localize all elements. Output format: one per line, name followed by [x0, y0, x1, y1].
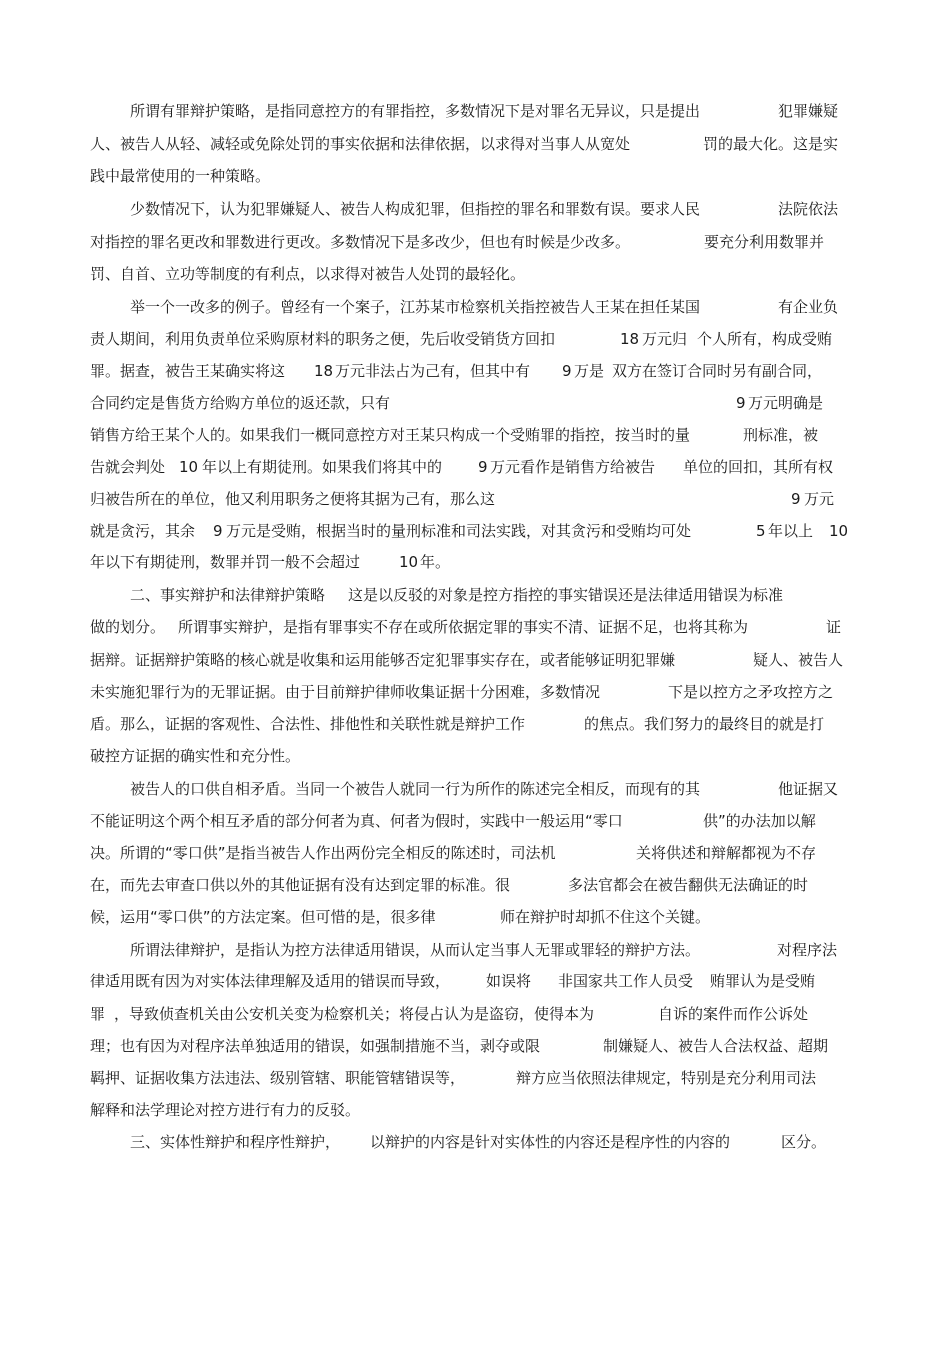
- text-span: 证: [826, 618, 842, 636]
- text-span: 他证据又: [778, 780, 839, 798]
- text-span: 年以上有期徒刑。如果我们将其中的: [202, 458, 443, 476]
- text-span: 以辩护的内容是针对实体性的内容还是程序性的内容的: [370, 1133, 731, 1151]
- text-span: 年以下有期徒刑，数罪并罚一般不会超过: [90, 553, 361, 571]
- text-span: 被告人的口供自相矛盾。当同一个被告人就同一行为所作的陈述完全相反，而现有的其: [130, 780, 701, 798]
- text-span: 法院依法: [778, 200, 839, 218]
- text-span: 10: [829, 522, 849, 540]
- text-span: 关将供述和辩解都视为不存: [636, 844, 817, 862]
- text-span: 个人所有，构成受贿: [697, 330, 833, 348]
- text-span: 据辩。证据辩护策略的核心就是收集和运用能够否定犯罪事实存在，或者能够证明犯罪嫌: [90, 651, 676, 669]
- text-span: 9: [478, 458, 488, 476]
- text-span: 疑人、被告人: [753, 651, 844, 669]
- text-span: 万元非法占为己有，但其中有: [335, 362, 531, 380]
- text-span: 10: [179, 458, 199, 476]
- text-span: 就是贪污，其余: [90, 522, 196, 540]
- text-span: 责人期间，利用负责单位采购原材料的职务之便，先后收受销货方回扣: [90, 330, 556, 348]
- text-span: 做的划分。: [90, 618, 166, 636]
- text-span: 所谓事实辩护，是指有罪事实不存在或所依据定罪的事实不清、证据不足，也将其称为: [178, 618, 749, 636]
- text-span: 单位的回扣，其所有权: [683, 458, 834, 476]
- text-span: 10: [399, 553, 419, 571]
- text-span: 的焦点。我们努力的最终目的就是打: [584, 715, 825, 733]
- text-span: 非国家共工作人员受: [558, 972, 694, 990]
- text-span: 万元: [804, 490, 835, 508]
- text-span: 双方在签订合同时另有副合同，: [612, 362, 823, 380]
- text-span: 告就会判处: [90, 458, 166, 476]
- text-span: 律适用既有因为对实体法律理解及适用的错误而导致，: [90, 972, 451, 990]
- text-span: 罚的最大化。这是实: [703, 135, 839, 153]
- text-span: 18: [620, 330, 640, 348]
- text-span: 年以上: [768, 522, 814, 540]
- text-span: 销售方给王某个人的。如果我们一概同意控方对王某只构成一个受贿罪的指控，按当时的量: [90, 426, 691, 444]
- text-span: 合同约定是售货方给购方单位的返还款，只有: [90, 394, 391, 412]
- text-span: 区分。: [781, 1133, 827, 1151]
- text-span: 对程序法: [777, 941, 838, 959]
- text-span: 在，而先去审查口供以外的其他证据有没有达到定罪的标准。很: [90, 876, 511, 894]
- text-span: 万元看作是销售方给被告: [490, 458, 656, 476]
- text-span: 自诉的案件而作公诉处: [658, 1005, 809, 1023]
- text-span: 万元是受贿，根据当时的量刑标准和司法实践，对其贪污和受贿均可处: [226, 522, 692, 540]
- text-span: 未实施犯罪行为的无罪证据。由于目前辩护律师收集证据十分困难，多数情况: [90, 683, 601, 701]
- text-span: 供”的办法加以解: [703, 812, 816, 830]
- text-span: 人、被告人从轻、减轻或免除处罚的事实依据和法律依据，以求得对当事人从宽处: [90, 135, 631, 153]
- text-span: 刑标准，被: [743, 426, 819, 444]
- text-span: 所谓有罪辩护策略，是指同意控方的有罪指控，多数情况下是对罪名无异议，只是提出: [130, 102, 701, 120]
- text-span: 万是: [574, 362, 605, 380]
- text-span: 9: [791, 490, 801, 508]
- text-span: 下是以控方之矛攻控方之: [668, 683, 834, 701]
- text-span: 理；也有因为对程序法单独适用的错误，如强制措施不当，剥夺或限: [90, 1037, 541, 1055]
- text-span: 年。: [420, 553, 451, 571]
- text-span: 羁押、证据收集方法违法、级别管辖、职能管辖错误等，: [90, 1069, 466, 1087]
- text-span: 9: [736, 394, 746, 412]
- section-heading: 三、实体性辩护和程序性辩护，: [130, 1133, 341, 1151]
- text-span: 9: [213, 522, 223, 540]
- text-span: 罚、自首、立功等制度的有利点，以求得对被告人处罚的最轻化。: [90, 265, 526, 283]
- text-span: 少数情况下，认为犯罪嫌疑人、被告人构成犯罪，但指控的罪名和罪数有误。要求人民: [130, 200, 701, 218]
- text-span: 决。所谓的“零口供”是指当被告人作出两份完全相反的陈述时，司法机: [90, 844, 556, 862]
- text-span: 践中最常使用的一种策略。: [90, 167, 271, 185]
- text-span: 万元归: [642, 330, 688, 348]
- text-span: 多法官都会在被告翻供无法确证的时: [568, 876, 809, 894]
- text-span: 贿罪认为是受贿: [710, 972, 816, 990]
- text-span: 18: [314, 362, 334, 380]
- text-span: 万元明确是: [748, 394, 824, 412]
- text-span: 候，运用“零口供”的方法定案。但可惜的是，很多律: [90, 908, 436, 926]
- text-span: ，导致侦查机关由公安机关变为检察机关；将侵占认为是盗窃，使得本为: [114, 1005, 595, 1023]
- text-span: 犯罪嫌疑: [778, 102, 839, 120]
- text-span: 举一个一改多的例子。曾经有一个案子，江苏某市检察机关指控被告人王某在担任某国: [130, 298, 701, 316]
- text-span: 师在辩护时却抓不住这个关键。: [500, 908, 711, 926]
- text-span: 罪: [90, 1005, 106, 1023]
- text-span: 这是以反驳的对象是控方指控的事实错误还是法律适用错误为标准: [348, 586, 784, 604]
- section-heading: 二、事实辩护和法律辩护策略: [130, 586, 326, 604]
- text-span: 5: [756, 522, 766, 540]
- text-span: 要充分利用数罪并: [704, 233, 825, 251]
- text-span: 归被告所在的单位，他又利用职务之便将其据为己有，那么这: [90, 490, 496, 508]
- text-span: 解释和法学理论对控方进行有力的反驳。: [90, 1101, 361, 1119]
- text-span: 盾。那么，证据的客观性、合法性、排他性和关联性就是辩护工作: [90, 715, 526, 733]
- text-span: 破控方证据的确实性和充分性。: [90, 747, 301, 765]
- text-span: 制嫌疑人、被告人合法权益、超期: [603, 1037, 829, 1055]
- text-span: 罪。据查，被告王某确实将这: [90, 362, 286, 380]
- text-span: 辩方应当依照法律规定，特别是充分利用司法: [516, 1069, 817, 1087]
- text-span: 有企业负: [778, 298, 839, 316]
- text-span: 对指控的罪名更改和罪数进行更改。多数情况下是多改少，但也有时候是少改多。: [90, 233, 631, 251]
- text-span: 9: [562, 362, 572, 380]
- text-span: 所谓法律辩护，是指认为控方法律适用错误，从而认定当事人无罪或罪轻的辩护方法。: [130, 941, 701, 959]
- text-span: 不能证明这个两个相互矛盾的部分何者为真、何者为假时，实践中一般运用“零口: [90, 812, 623, 830]
- text-span: 如误将: [486, 972, 532, 990]
